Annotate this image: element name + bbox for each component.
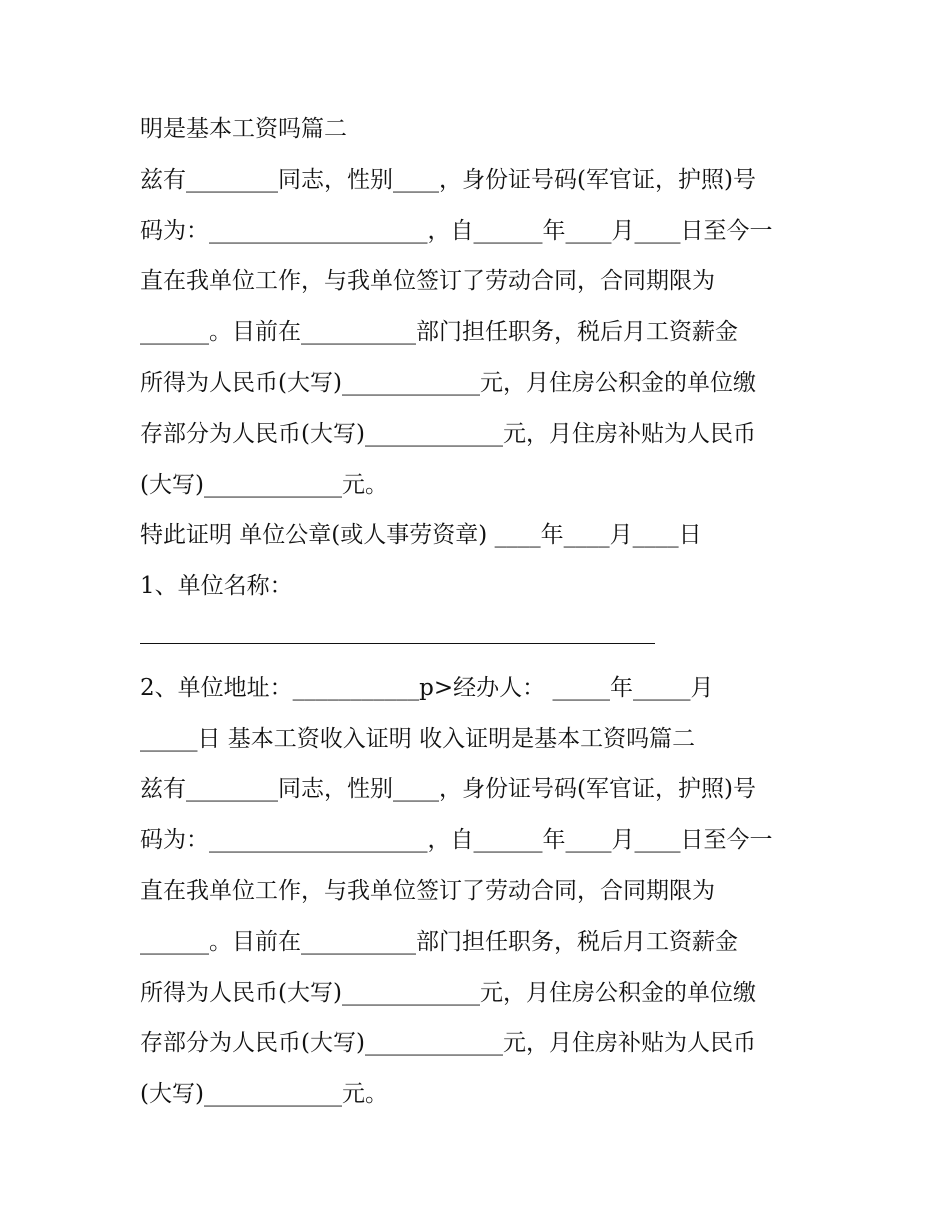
unit-address-line: 2、单位地址：___________p>经办人： _____年_____月	[140, 674, 714, 701]
paragraph-line: 码为：___________________，自______年____月____日至今一	[140, 827, 773, 854]
paragraph-line: 兹有________同志，性别____，身份证号码(军官证，护照)号	[140, 166, 756, 193]
paragraph-line: 所得为人民币(大写)____________元，月住房公积金的单位缴	[140, 369, 756, 396]
paragraph-line: 兹有________同志，性别____，身份证号码(军官证，护照)号	[140, 776, 756, 803]
document-body	[140, 104, 820, 1120]
paragraph-line: 码为：___________________，自______年____月____日至今一	[140, 217, 773, 244]
paragraph-line: ______。目前在__________部门担任职务，税后月工资薪金	[140, 319, 738, 346]
paragraph-line: (大写)____________元。	[140, 471, 388, 498]
paragraph-line: 存部分为人民币(大写)____________元，月住房补贴为人民币	[140, 420, 756, 447]
unit-name-blank	[140, 612, 820, 663]
blank-underline	[140, 643, 655, 645]
paragraph-line: ______。目前在__________部门担任职务，税后月工资薪金	[140, 928, 738, 955]
section-heading: 明是基本工资吗篇二	[140, 116, 347, 142]
paragraph-line: (大写)____________元。	[140, 1081, 388, 1108]
paragraph-line: _____日 基本工资收入证明 收入证明是基本工资吗篇二	[140, 725, 696, 752]
paragraph-line: 直在我单位工作，与我单位签订了劳动合同，合同期限为	[140, 268, 715, 295]
paragraph-line: 存部分为人民币(大写)____________元，月住房补贴为人民币	[140, 1030, 756, 1057]
paragraph-line: 所得为人民币(大写)____________元，月住房公积金的单位缴	[140, 979, 756, 1006]
certification-line: 特此证明 单位公章(或人事劳资章) ____年____月____日	[140, 522, 702, 549]
unit-name-label: 1、单位名称：	[140, 573, 293, 600]
paragraph-line: 直在我单位工作，与我单位签订了劳动合同，合同期限为	[140, 877, 715, 904]
